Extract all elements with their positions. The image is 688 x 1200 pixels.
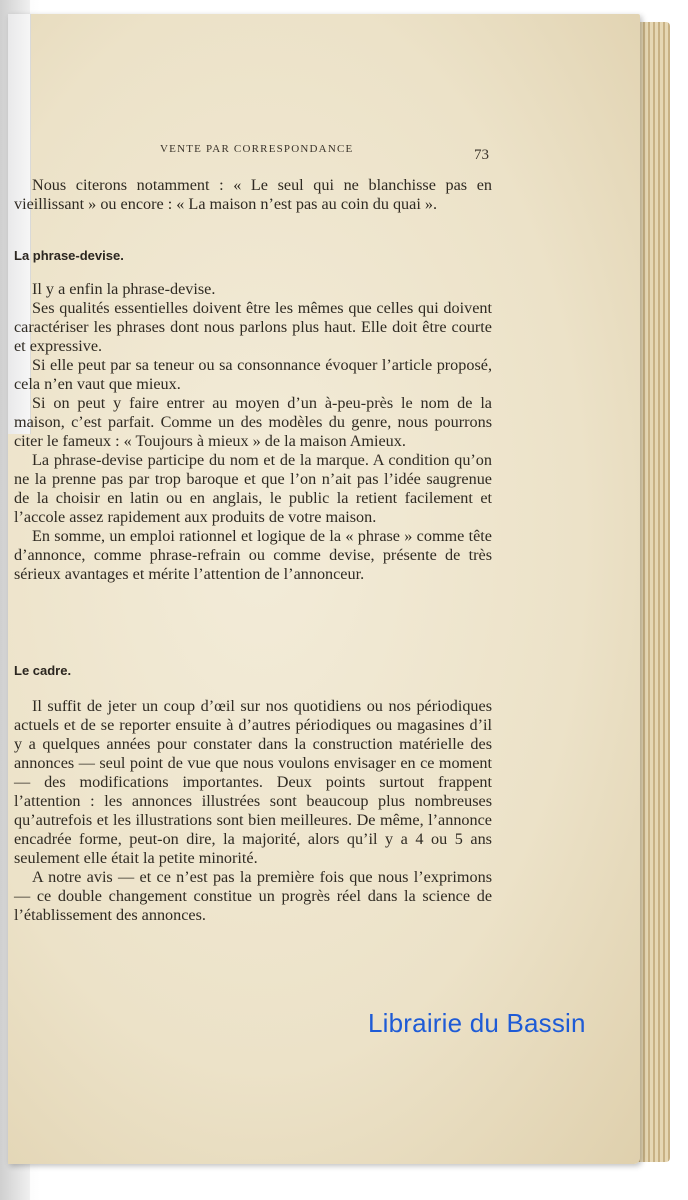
paragraph: Si elle peut par sa teneur ou sa consonnance évoquer l’article proposé, cela n’en vaut que mieux.	[14, 356, 492, 393]
paragraph: Il y a enfin la phrase-devise.	[32, 280, 216, 298]
paragraph: Si on peut y faire entrer au moyen d’un à-peu-près le nom de la maison, c’est parfait. Comme un des modèles du genre, nous pourrons citer le fameux : « Toujours à mieux » de la maison Amieux.	[14, 394, 492, 450]
bookseller-watermark: Librairie du Bassin	[368, 1008, 586, 1038]
section-heading-phrase-devise: La phrase-devise.	[14, 248, 124, 263]
paragraph: En somme, un emploi rationnel et logique de la « phrase » comme tête d’annonce, comme phrase-refrain ou comme devise, présente de très sérieux avantages et mérite l’attention de l’annonceur.	[14, 527, 492, 583]
section-cadre-body	[14, 697, 492, 925]
intro-block	[14, 176, 492, 214]
section-heading-cadre: Le cadre.	[14, 663, 72, 678]
paragraph: Nous citerons notamment : « Le seul qui ne blanchisse pas en vieillissant » ou encore : « La maison n’est pas au coin du quai ».	[14, 176, 492, 213]
page-number: 73	[474, 147, 489, 163]
section-phrase-devise-body	[14, 280, 492, 584]
paragraph: La phrase-devise participe du nom et de la marque. A condition qu’on ne la prenne pas par trop baroque et que l’on n’ait pas l’idée saugrenue de la choisir en latin ou en anglais, le public la retient facilement et l’accole assez rapidement aux produits de votre maison.	[14, 451, 492, 526]
paragraph: Ses qualités essentielles doivent être les mêmes que celles qui doivent caractériser les phrases dont nous parlons plus haut. Elle doit être courte et expressive.	[14, 299, 492, 355]
paragraph: Il suffit de jeter un coup d’œil sur nos quotidiens ou nos périodiques actuels et de se reporter ensuite à d’autres périodiques ou magasines d’il y a quelques années pour constater dans la construction matérielle des annonces — seul point de vue que nous voulons envisager en ce moment — des modifications importantes. Deux points surtout frappent l’attention : les annonces illustrées sont beaucoup plus nombreuses qu’autrefois et les illustrations sont bien meilleures. De même, l’annonce encadrée forme, peut-on dire, la majorité, alors qu’il y a 4 ou 5 ans seulement elle était la petite minorité.	[14, 697, 492, 867]
paragraph: A notre avis — et ce n’est pas la première fois que nous l’exprimons — ce double changement constitue un progrès réel dans la science de l’établissement des annonces.	[14, 868, 492, 924]
running-head: VENTE PAR CORRESPONDANCE	[160, 143, 354, 155]
page-edges	[638, 22, 670, 1162]
